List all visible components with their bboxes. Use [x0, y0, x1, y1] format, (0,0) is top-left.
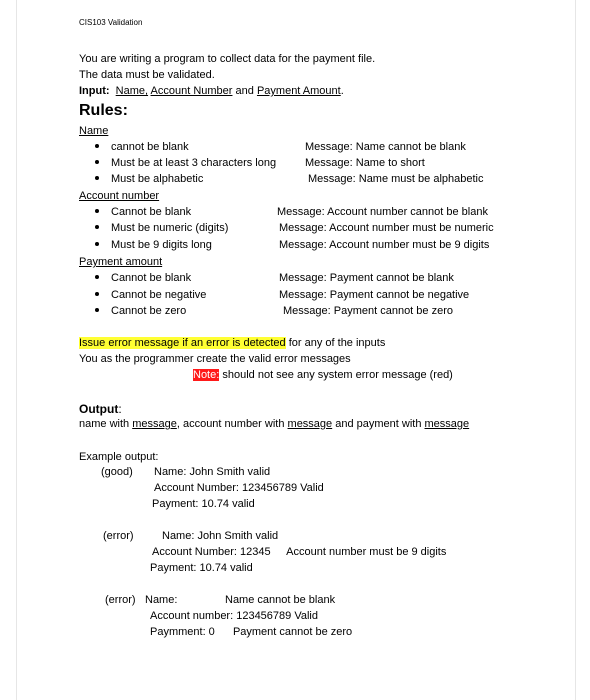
example-error2-name-message: Name cannot be blank: [225, 594, 336, 606]
note-text: should not see any system error message (red): [222, 369, 453, 381]
output-message-link: message: [287, 418, 333, 430]
section-title-name: Name: [79, 125, 109, 137]
example-good-payment: Payment: 10.74 valid: [152, 498, 255, 510]
rules-title: Rules:: [79, 102, 128, 119]
output-message-link: message: [132, 418, 177, 430]
bullet-icon: [95, 308, 99, 312]
payment-message: Payment cannot be zero: [232, 626, 353, 638]
output-description: [79, 418, 469, 430]
input-label: Input:: [79, 85, 110, 97]
rule-message: Message: Account number must be 9 digits: [279, 239, 490, 251]
bullet-icon: [95, 209, 99, 213]
rule-item: [95, 289, 206, 301]
bullet-icon: [95, 160, 99, 164]
intro-line-2: The data must be validated.: [79, 69, 215, 81]
note-line: [193, 369, 453, 381]
rule-text: Cannot be negative: [111, 289, 207, 301]
output-message-link: message: [424, 418, 470, 430]
issue-rest: for any of the inputs: [288, 337, 386, 349]
issue-highlight: Issue error message if an error is detected: [79, 337, 286, 349]
example-error2-name-label: Name:: [145, 594, 178, 606]
document-page: [16, 0, 576, 700]
rule-item: [95, 272, 191, 284]
output-title-line: [79, 402, 122, 416]
rule-message: Message: Name cannot be blank: [305, 141, 466, 153]
example-title: Example output:: [79, 451, 159, 463]
rule-text: Must be at least 3 characters long: [111, 157, 277, 169]
intro-line-1: You are writing a program to collect data for the payment file.: [79, 53, 376, 65]
rule-text: Must be numeric (digits): [111, 222, 229, 234]
rule-message: Message: Payment cannot be zero: [283, 305, 453, 317]
section-title-account: Account number: [79, 190, 160, 202]
rule-text: cannot be blank: [111, 141, 189, 153]
rule-item: [95, 157, 276, 169]
input-name: Name,: [115, 85, 149, 97]
issue-line: [79, 337, 385, 349]
section-title-payment: Payment amount: [79, 256, 163, 268]
bullet-icon: [95, 225, 99, 229]
example-good-tag: (good): [101, 466, 133, 478]
rule-message: Message: Payment cannot be blank: [279, 272, 454, 284]
rule-text: Must be alphabetic: [111, 173, 204, 185]
rule-item: [95, 239, 212, 251]
rule-text: Cannot be zero: [111, 305, 187, 317]
output-text: , account number with: [176, 418, 285, 430]
account-message: Account number must be 9 digits: [286, 546, 447, 558]
output-title: Output: [79, 402, 119, 416]
example-error1-tag: (error): [103, 530, 134, 542]
bullet-icon: [95, 144, 99, 148]
note-label: Note:: [193, 369, 220, 381]
example-error2-account: Account number: 123456789 Valid: [150, 610, 318, 622]
rule-item: [95, 141, 189, 153]
rule-message: Message: Account number must be numeric: [279, 222, 494, 234]
rule-item: [95, 206, 191, 218]
output-text: name with: [79, 418, 130, 430]
example-good-name: Name: John Smith valid: [154, 466, 271, 478]
bullet-icon: [95, 292, 99, 296]
issue-line-2: You as the programmer create the valid error messages: [79, 353, 351, 365]
example-error2-payment: [150, 626, 352, 638]
input-and: and: [235, 85, 254, 97]
rule-text: Cannot be blank: [111, 272, 192, 284]
input-account: Account Number: [150, 85, 233, 97]
rule-message: Message: Account number cannot be blank: [277, 206, 488, 218]
rule-text: Must be 9 digits long: [111, 239, 212, 251]
bullet-icon: [95, 275, 99, 279]
example-error1-account: [152, 546, 446, 558]
example-error2-tag: (error): [105, 594, 136, 606]
rule-text: Cannot be blank: [111, 206, 192, 218]
page-header: CIS103 Validation: [79, 18, 143, 27]
output-text: and payment with: [335, 418, 422, 430]
rule-message: Message: Name must be alphabetic: [308, 173, 484, 185]
rule-item: [95, 305, 186, 317]
account-value: Account Number: 12345: [152, 546, 271, 558]
rule-message: Message: Name to short: [305, 157, 425, 169]
input-line: [79, 85, 344, 97]
payment-value: Paymment: 0: [150, 626, 215, 638]
example-error1-name: Name: John Smith valid: [162, 530, 279, 542]
rule-message: Message: Payment cannot be negative: [279, 289, 470, 301]
example-good-account: Account Number: 123456789 Valid: [154, 482, 324, 494]
rule-item: [95, 222, 228, 234]
rule-item: [95, 173, 203, 185]
input-payment: Payment Amount: [256, 85, 341, 97]
example-error1-payment: Payment: 10.74 valid: [150, 562, 253, 574]
input-end: .: [340, 85, 344, 97]
bullet-icon: [95, 176, 99, 180]
bullet-icon: [95, 242, 99, 246]
output-colon: :: [118, 402, 122, 416]
